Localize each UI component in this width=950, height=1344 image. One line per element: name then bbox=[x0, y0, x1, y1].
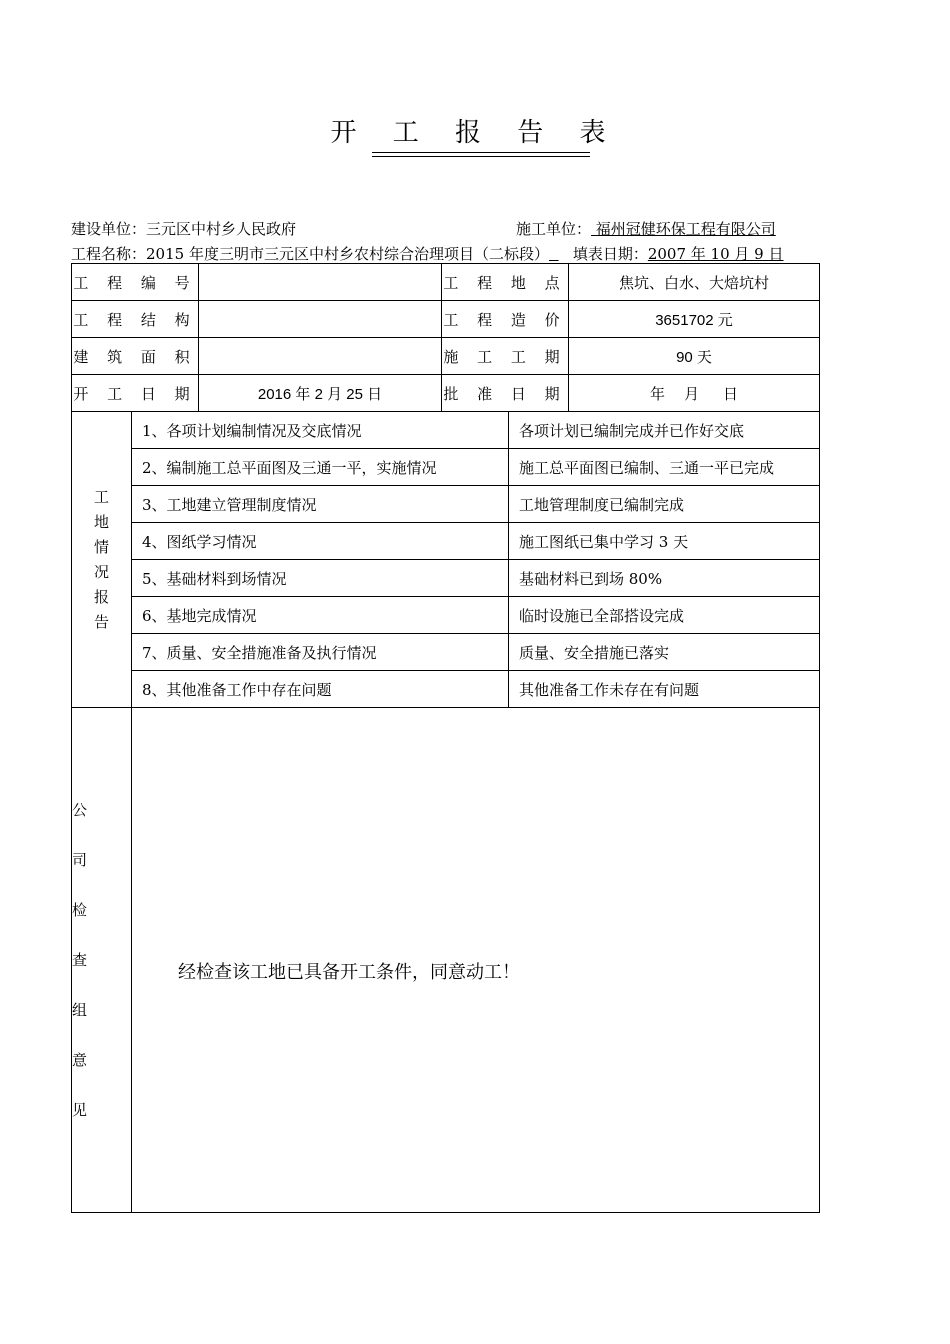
site-report-status: 施工总平面图已编制、三通一平已完成 bbox=[509, 449, 820, 486]
site-report-status: 施工图纸已集中学习 3 天 bbox=[509, 523, 820, 560]
site-report-row-2 bbox=[72, 449, 820, 486]
row-code-location bbox=[72, 264, 820, 301]
approve-date-value: 年 月 日 bbox=[569, 375, 820, 412]
area-label: 建 筑 面 积 bbox=[72, 338, 199, 375]
site-report-row-8 bbox=[72, 671, 820, 708]
inspection-opinion-text: 经检查该工地已具备开工条件，同意动工！ bbox=[178, 962, 520, 983]
location-label: 工 程 地 点 bbox=[442, 264, 569, 301]
site-report-item: 3、工地建立管理制度情况 bbox=[132, 486, 509, 523]
report-form-table bbox=[71, 263, 820, 1213]
period-value: 90 天 bbox=[569, 338, 820, 375]
contractor-label: 施工单位： bbox=[516, 220, 592, 238]
site-report-row-3 bbox=[72, 486, 820, 523]
project-line bbox=[71, 243, 784, 264]
structure-label: 工 程 结 构 bbox=[72, 301, 199, 338]
fill-date-value: 2007 年 10 月 9 日 bbox=[647, 245, 784, 263]
site-report-row-1 bbox=[72, 412, 820, 449]
fill-date-label: 填表日期： bbox=[572, 245, 648, 263]
site-report-row-7 bbox=[72, 634, 820, 671]
site-report-status: 质量、安全措施已落实 bbox=[509, 634, 820, 671]
site-report-row-5 bbox=[72, 560, 820, 597]
site-report-row-4 bbox=[72, 523, 820, 560]
owner-value: 三元区中村乡人民政府 bbox=[146, 220, 297, 238]
period-label: 施 工 工 期 bbox=[442, 338, 569, 375]
site-report-item: 4、图纸学习情况 bbox=[132, 523, 509, 560]
site-report-item: 2、编制施工总平面图及三通一平，实施情况 bbox=[132, 449, 509, 486]
inspection-row bbox=[72, 708, 820, 1213]
row-structure-cost bbox=[72, 301, 820, 338]
title-double-underline bbox=[372, 152, 590, 157]
project-label: 工程名称： bbox=[71, 245, 147, 263]
inspection-heading: 公 司 检 查 组 意 见 bbox=[72, 708, 132, 1213]
structure-value bbox=[199, 301, 442, 338]
contractor-line bbox=[516, 218, 776, 239]
site-report-status: 基础材料已到场 80% bbox=[509, 560, 820, 597]
site-report-status: 临时设施已全部搭设完成 bbox=[509, 597, 820, 634]
site-report-item: 5、基础材料到场情况 bbox=[132, 560, 509, 597]
owner-label: 建设单位： bbox=[71, 220, 147, 238]
location-value: 焦坑、白水、大焙坑村 bbox=[569, 264, 820, 301]
cost-label: 工 程 造 价 bbox=[442, 301, 569, 338]
row-start-approve bbox=[72, 375, 820, 412]
contractor-value: 福州冠健环保工程有限公司 bbox=[595, 220, 776, 238]
page-title: 开 工 报 告 表 bbox=[330, 118, 620, 148]
code-label: 工 程 编 号 bbox=[72, 264, 199, 301]
site-report-item: 7、质量、安全措施准备及执行情况 bbox=[132, 634, 509, 671]
approve-date-label: 批 准 日 期 bbox=[442, 375, 569, 412]
cost-value: 3651702 元 bbox=[569, 301, 820, 338]
site-report-status: 工地管理制度已编制完成 bbox=[509, 486, 820, 523]
area-value bbox=[199, 338, 442, 375]
site-report-row-6 bbox=[72, 597, 820, 634]
project-value: 2015 年度三明市三元区中村乡农村综合治理项目（二标段） bbox=[146, 245, 549, 263]
code-value bbox=[199, 264, 442, 301]
start-date-value: 2016 年 2 月 25 日 bbox=[199, 375, 442, 412]
owner-line bbox=[71, 218, 296, 239]
row-area-period bbox=[72, 338, 820, 375]
site-report-item: 6、基地完成情况 bbox=[132, 597, 509, 634]
site-report-item: 8、其他准备工作中存在问题 bbox=[132, 671, 509, 708]
site-report-item: 1、各项计划编制情况及交底情况 bbox=[132, 412, 509, 449]
site-report-heading: 工 地 情 况 报 告 bbox=[72, 412, 132, 708]
site-report-status: 其他准备工作未存在有问题 bbox=[509, 671, 820, 708]
start-date-label: 开 工 日 期 bbox=[72, 375, 199, 412]
inspection-opinion-cell bbox=[132, 708, 820, 1213]
site-report-status: 各项计划已编制完成并已作好交底 bbox=[509, 412, 820, 449]
